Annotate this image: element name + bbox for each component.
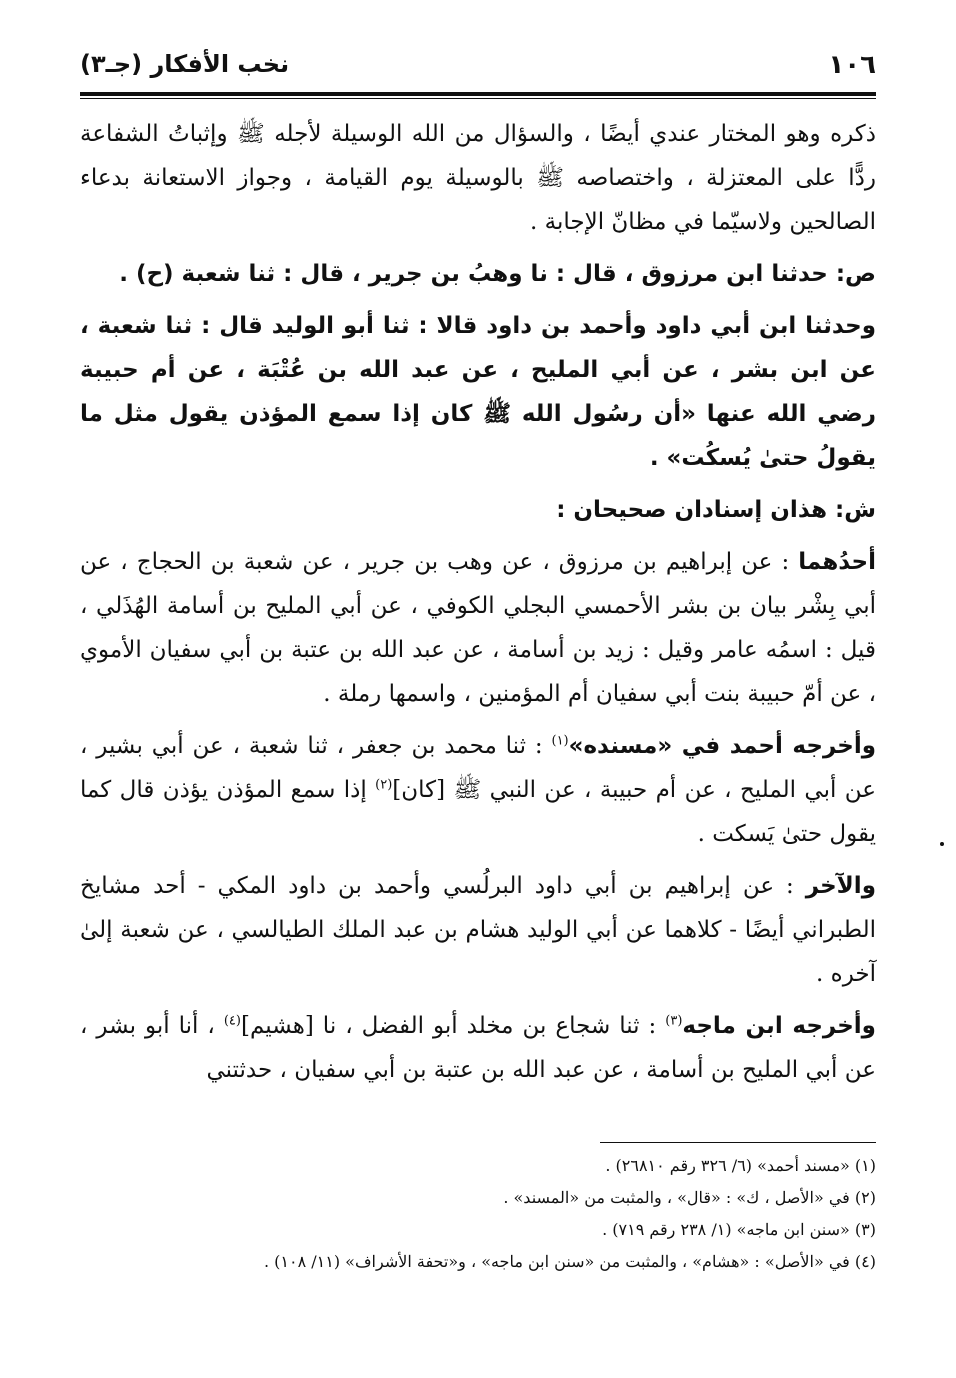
footnote: (٢) في «الأصل ، ك» : «قال» ، والمثبت من «المسند» .: [503, 1188, 876, 1207]
footnote-ref: (٤): [223, 1013, 241, 1029]
running-title: نخب الأفكار (جـ٣): [80, 50, 290, 78]
footnote: (٤) في «الأصل» : «هشام» ، والمثبت من «سنن ابن ماجه» ، و«تحفة الأشراف» (١١/ ١٠٨) .: [263, 1252, 876, 1271]
paragraph-ahmad: [80, 724, 876, 856]
paragraph-text-isnad: ص: حدثنا ابن مرزوق ، قال : نا وهبُ بن جرير ، قال : ثنا شعبة (ح) .: [119, 261, 876, 287]
page-header: [80, 44, 876, 84]
page-number: ١٠٦: [828, 50, 876, 80]
margin-mark: [940, 842, 944, 846]
paragraph-commentary: ذكره وهو المختار عندي أيضًا ، والسؤال من الله الوسيلة لأجله ﷺ وإثباتُ الشفاعة ردًّا على المعتزلة ، واختصاصه ﷺ بالوسيلة يوم القيامة ، وجواز الاستعانة بدعاء الصالحين ولاسيّما في مظانّ الإجابة .: [80, 121, 876, 235]
lead-word: والآخر: [805, 873, 876, 899]
paragraph-second-isnad: [80, 864, 876, 996]
main-text: [80, 112, 876, 1100]
footnote-ref: (٢): [375, 777, 393, 793]
paragraph-first-isnad: [80, 540, 876, 716]
paragraph-body: إذا سمع المؤذن يؤذن قال كما يقول حتىٰ يَسكت .: [80, 777, 876, 847]
footnote: (٣) «سنن ابن ماجه» (١/ ٢٣٨ رقم ٧١٩) .: [602, 1220, 876, 1239]
paragraph-body: ، أنا أبو بشر ، عن أبي المليح بن أسامة ، عن عبد الله بن عتبة بن أبي سفيان ، حدثتني: [80, 1013, 876, 1083]
paragraph-body: : ثنا محمد بن جعفر ، ثنا شعبة ، عن أبي بشير ، عن أبي المليح ، عن أم حبيبة ، عن النبي ﷺ [كان]: [80, 733, 876, 803]
header-rule-thin: [80, 98, 876, 99]
header-rule: [80, 92, 876, 96]
paragraph-ibn-majah: [80, 1004, 876, 1092]
footnotes: [80, 1150, 876, 1278]
paragraph-body: : ثنا شجاع بن مخلد أبو الفضل ، نا [هشيم]: [240, 1013, 657, 1039]
footnote: (١) «مسند أحمد» (٦/ ٣٢٦ رقم ٢٦٨١٠) .: [605, 1156, 876, 1175]
paragraph-body: : عن إبراهيم بن مرزوق ، عن وهب بن جرير ، عن شعبة بن الحجاج ، عن أبي بِشْر بيان بن بشر الأحمسي البجلي الكوفي ، عن أبي المليح بن أسامة الهُذَلي ، قيل : اسمُه عامر وقيل : زيد بن أسامة ، عن عبد الله بن عتبة بن أبي سفيان الأموي ، عن أمّ حبيبة بنت أبي سفيان أم المؤمنين ، واسمها رملة .: [80, 549, 876, 707]
footnote-ref: (١): [551, 733, 569, 749]
paragraph-body: : عن إبراهيم بن أبي داود البرلُسي وأحمد بن داود المكي - أحد مشايخ الطبراني أيضًا - كلاهما عن أبي الوليد هشام بن عبد الملك الطيالسي ، عن شعبة إلىٰ آخره .: [80, 873, 876, 987]
lead-word: وأخرجه أحمد في «مسنده»: [568, 733, 877, 759]
paragraph-sharh-heading: ش: هذان إسنادان صحيحان :: [556, 497, 876, 523]
lead-word: أحدُهما: [798, 549, 877, 575]
lead-word: وأخرجه ابن ماجه: [682, 1013, 876, 1039]
footnote-ref: (٣): [665, 1013, 683, 1029]
footnote-separator: [600, 1142, 876, 1143]
paragraph-hadith: وحدثنا ابن أبي داود وأحمد بن داود قالا : ثنا أبو الوليد قال : ثنا شعبة ، عن ابن بشر ، عن أبي المليح ، عن عبد الله بن عُتْبَة ، عن أم حبيبة رضي الله عنها «أن رسُول الله ﷺ كان إذا سمع المؤذن يقول مثل ما يقولُ حتىٰ يُسكُت» .: [80, 313, 876, 471]
